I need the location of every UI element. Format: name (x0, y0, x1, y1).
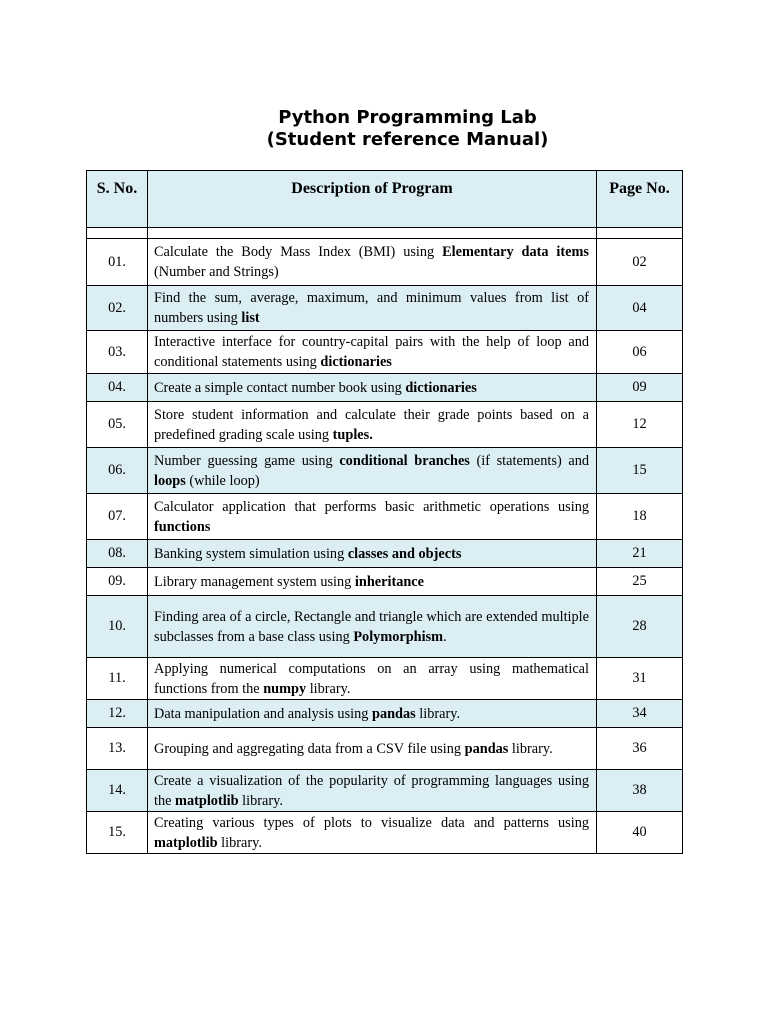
program-description (148, 448, 597, 494)
table-row (87, 728, 683, 770)
table-row (87, 374, 683, 402)
program-table (86, 170, 683, 854)
page-number: 06 (597, 331, 683, 374)
program-description (148, 239, 597, 286)
description-text: Create a visualization of the popularity of programming languages using the (154, 772, 589, 809)
row-number: 10. (87, 596, 148, 658)
table-row (87, 812, 683, 854)
description-text: Applying numerical computations on an array using mathematical functions from the (154, 660, 589, 697)
header-description: Description of Program (148, 171, 597, 228)
program-description (148, 770, 597, 812)
table-row (87, 331, 683, 374)
program-description (148, 286, 597, 331)
page-number: 36 (597, 728, 683, 770)
table-row (87, 239, 683, 286)
spacer-row (87, 228, 683, 239)
page-number: 02 (597, 239, 683, 286)
description-text: Number guessing game using (154, 452, 340, 469)
description-text: library. (415, 705, 461, 722)
table-row (87, 286, 683, 331)
table-row (87, 448, 683, 494)
description-keyword: pandas (372, 705, 416, 722)
page-number: 18 (597, 494, 683, 540)
program-description (148, 402, 597, 448)
description-keyword: tuples. (332, 426, 373, 443)
program-description (148, 374, 597, 402)
description-keyword: loops (154, 472, 186, 489)
description-keyword: pandas (464, 740, 509, 757)
description-text: Find the sum, average, maximum, and minimum values from list of numbers using (154, 290, 589, 326)
row-number: 15. (87, 812, 148, 854)
description-text: Create a simple contact number book using (154, 379, 406, 396)
page-number: 04 (597, 286, 683, 331)
page-number: 15 (597, 448, 683, 494)
row-number: 09. (87, 568, 148, 596)
description-text: (Number and Strings) (154, 264, 279, 280)
description-text: (if statements) and (469, 452, 589, 469)
description-text: library. (217, 834, 262, 851)
description-keyword: matplotlib (175, 792, 239, 809)
program-description (148, 494, 597, 540)
row-number: 05. (87, 402, 148, 448)
table-row (87, 402, 683, 448)
description-keyword: numpy (263, 680, 307, 697)
table-body (87, 228, 683, 854)
row-number: 12. (87, 700, 148, 728)
description-keyword: inheritance (354, 573, 424, 590)
description-text: Data manipulation and analysis using (154, 705, 372, 722)
page-number: 38 (597, 770, 683, 812)
description-keyword: conditional branches (339, 452, 470, 469)
row-number: 08. (87, 540, 148, 568)
description-text: Library management system using (154, 573, 355, 590)
table-row (87, 596, 683, 658)
page-number: 25 (597, 568, 683, 596)
description-keyword: classes and objects (347, 545, 462, 562)
description-keyword: Elementary data items (442, 244, 589, 260)
row-number: 07. (87, 494, 148, 540)
table-header-row (87, 171, 683, 228)
table-row (87, 568, 683, 596)
page-number: 31 (597, 658, 683, 700)
description-keyword: dictionaries (405, 379, 477, 396)
row-number: 01. (87, 239, 148, 286)
description-text: Finding area of a circle, Rectangle and triangle which are extended multiple subclasses from a base class using (154, 608, 589, 645)
table-row (87, 700, 683, 728)
description-text: Grouping and aggregating data from a CSV file using (154, 740, 465, 757)
row-number: 13. (87, 728, 148, 770)
row-number: 04. (87, 374, 148, 402)
table-row (87, 540, 683, 568)
document-title (0, 107, 768, 151)
description-keyword: Polymorphism (353, 628, 444, 645)
description-text: Calculator application that performs basic arithmetic operations using (154, 498, 589, 515)
description-text: Interactive interface for country-capital pairs with the help of loop and conditional statements using (154, 334, 589, 370)
table-row (87, 658, 683, 700)
description-text: library. (238, 792, 283, 809)
description-keyword: dictionaries (320, 354, 392, 370)
page-number: 40 (597, 812, 683, 854)
description-keyword: list (241, 310, 260, 326)
row-number: 03. (87, 331, 148, 374)
page-number: 09 (597, 374, 683, 402)
description-keyword: functions (154, 518, 211, 535)
program-description (148, 812, 597, 854)
page-number: 21 (597, 540, 683, 568)
description-text: Calculate the Body Mass Index (BMI) using (154, 244, 443, 260)
description-text: Creating various types of plots to visualize data and patterns using (154, 814, 589, 831)
program-description (148, 331, 597, 374)
program-description (148, 700, 597, 728)
description-text: library. (306, 680, 351, 697)
page-number: 12 (597, 402, 683, 448)
title-line-2: (Student reference Manual) (266, 129, 549, 150)
description-text: (while loop) (185, 472, 260, 489)
program-description (148, 568, 597, 596)
title-line-1: Python Programming Lab (278, 107, 537, 128)
program-description (148, 540, 597, 568)
row-number: 06. (87, 448, 148, 494)
header-sno: S. No. (87, 171, 148, 228)
table-row (87, 494, 683, 540)
program-description (148, 658, 597, 700)
page-number: 34 (597, 700, 683, 728)
description-text: . (443, 628, 447, 645)
row-number: 11. (87, 658, 148, 700)
table-row (87, 770, 683, 812)
description-text: Store student information and calculate their grade points based on a predefined grading scale using (154, 406, 589, 443)
description-text: library. (508, 740, 553, 757)
row-number: 02. (87, 286, 148, 331)
program-description (148, 728, 597, 770)
header-page: Page No. (597, 171, 683, 228)
description-text: Banking system simulation using (154, 545, 348, 562)
page-number: 28 (597, 596, 683, 658)
program-description (148, 596, 597, 658)
row-number: 14. (87, 770, 148, 812)
description-keyword: matplotlib (154, 834, 218, 851)
